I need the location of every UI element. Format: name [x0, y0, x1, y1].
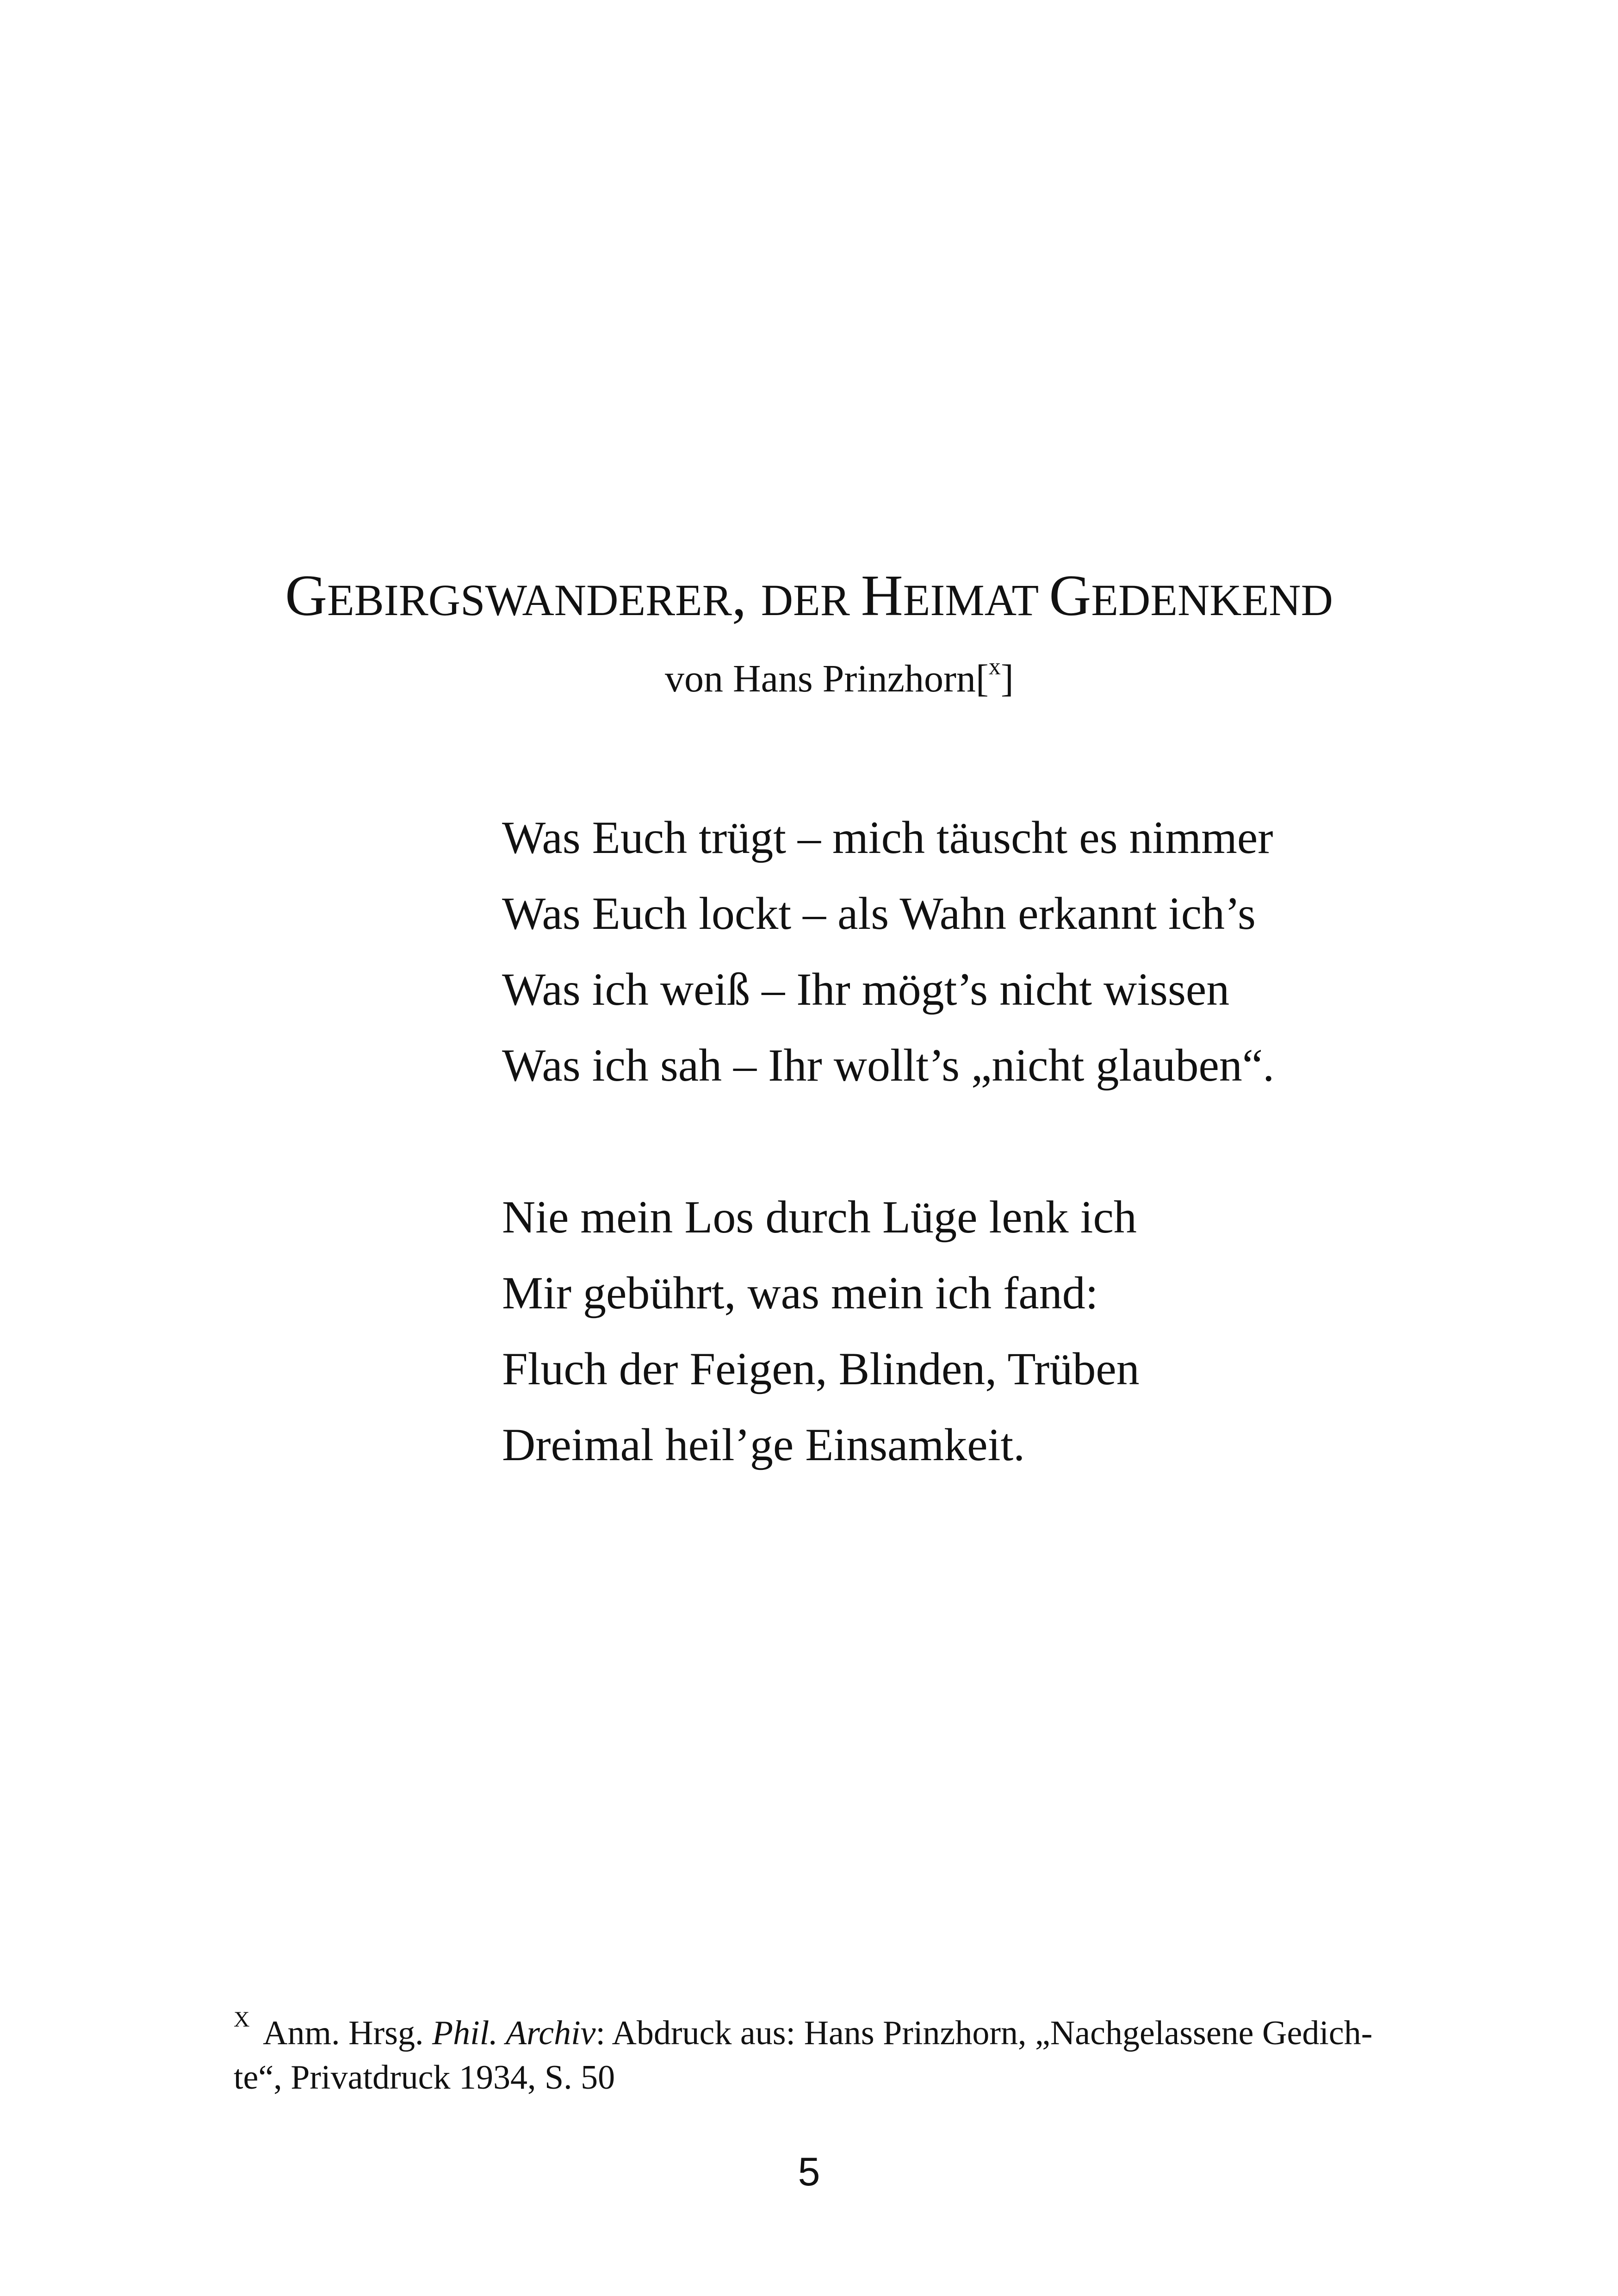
verse-line: Was Euch lockt – als Wahn erkannt ich’s: [502, 888, 1256, 939]
footnote-text: : Abdruck aus: Hans Prinzhorn, „Nachgelassene Gedich-: [595, 2014, 1373, 2052]
footnote-line-2: te“, Privatdruck 1934, S. 50: [234, 2059, 615, 2097]
footnote-prefix: Anm. Hrsg.: [256, 2014, 432, 2052]
title-part: , DER: [732, 564, 861, 628]
page-number: 5: [798, 2150, 820, 2194]
title-part: GEDENKEND: [1049, 564, 1333, 628]
stanza-2: [502, 1179, 1140, 1483]
poem-title: [0, 564, 1618, 628]
verse-line: Was ich weiß – Ihr mögt’s nicht wissen: [502, 964, 1230, 1015]
verse-line: Nie mein Los durch Lüge lenk ich: [502, 1191, 1137, 1243]
verse-line: Fluch der Feigen, Blinden, Trüben: [502, 1343, 1140, 1394]
poem-byline: [665, 653, 1014, 700]
footnote-line-1: [234, 2007, 1483, 2055]
byline-text: von Hans Prinzhorn[: [665, 657, 989, 700]
byline-close: ]: [1000, 657, 1014, 700]
stanza-1: [502, 800, 1274, 1103]
verse-line: Was ich sah – Ihr wollt’s „nicht glauben“.: [502, 1039, 1275, 1091]
footnote-marker: X: [234, 2007, 250, 2032]
footnote-reference[interactable]: x: [988, 653, 1001, 680]
verse-line: Mir gebührt, was mein ich fand:: [502, 1267, 1098, 1319]
footnote: [234, 2007, 1483, 2100]
title-part: GEBIRGSWANDERER: [285, 564, 732, 628]
verse-line: Was Euch trügt – mich täuscht es nimmer: [502, 812, 1273, 863]
verse-line: Dreimal heil’ge Einsamkeit.: [502, 1419, 1025, 1470]
title-part: HEIMAT: [861, 564, 1049, 628]
footnote-source-title: Phil. Archiv: [432, 2014, 596, 2052]
